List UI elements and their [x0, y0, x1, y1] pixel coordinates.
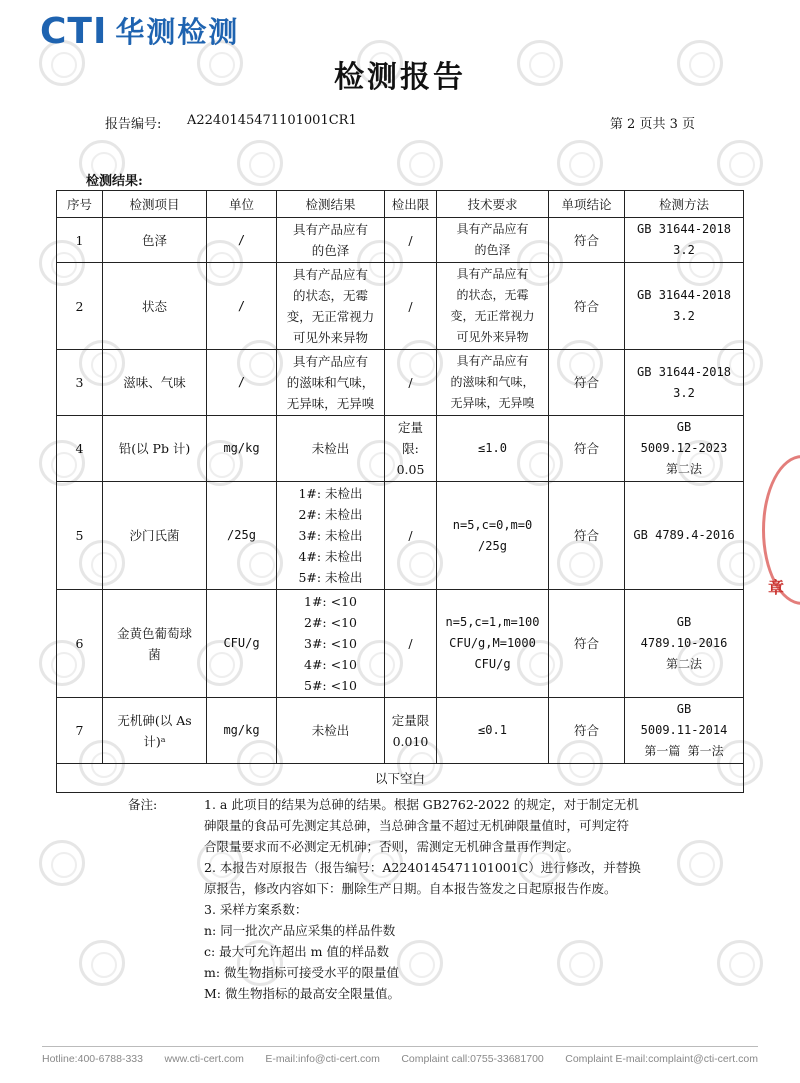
cell-line: 的滋味和气味，: [450, 375, 535, 389]
cell-line: GB: [676, 702, 692, 716]
cell-no: 1: [57, 218, 103, 263]
cell-line: 可见外来异物: [456, 330, 529, 344]
cell-line: 5#: 未检出: [298, 570, 363, 585]
cell-line: /: [408, 528, 413, 543]
cell-unit: /: [207, 263, 277, 350]
cell-line: 1#: <10: [304, 594, 357, 609]
cell-limit: [385, 263, 437, 350]
cell-method: [625, 590, 744, 698]
cell-line: 3.2: [673, 385, 695, 400]
cell-line: 变，无正常视力: [286, 309, 375, 324]
cell-line: 具有产品应有: [456, 354, 529, 368]
cell-line: 的滋味和气味，: [286, 375, 375, 390]
cell-line: 无机砷(以 As: [117, 712, 192, 728]
remark-line: 原报告，修改内容如下：删除生产日期。自本报告签发之日起原报告作废。: [204, 881, 617, 896]
cell-limit: [385, 218, 437, 263]
table-row: [57, 416, 744, 482]
cell-line: 0.010: [392, 733, 429, 749]
cell-no: 2: [57, 263, 103, 350]
column-header: 检出限: [385, 191, 437, 218]
cell-result: [277, 482, 385, 590]
cell-line: 0.05: [396, 462, 425, 477]
cell-no: 4: [57, 416, 103, 482]
cell-limit: [385, 698, 437, 764]
cell-line: CFU/g,M=1000: [449, 636, 536, 650]
cell-conclusion: 符合: [549, 263, 625, 350]
cell-unit: /: [207, 218, 277, 263]
footer-divider: [42, 1046, 758, 1047]
company-logo: [40, 11, 240, 52]
footer-website: www.cti-cert.com: [164, 1053, 244, 1065]
cell-line: 具有产品应有: [456, 222, 529, 236]
remark-line: M: 微生物指标的最高安全限量值。: [204, 986, 400, 1001]
cell-result: [277, 350, 385, 416]
cell-method: [625, 350, 744, 416]
cell-line: GB: [676, 615, 692, 629]
report-number-label: 报告编号:: [105, 117, 162, 132]
cell-limit: [385, 350, 437, 416]
cell-method: [625, 482, 744, 590]
results-label: 检测结果:: [86, 174, 143, 189]
column-header: 检测项目: [103, 191, 207, 218]
table-header-row: [57, 191, 744, 218]
column-header: 检测结果: [277, 191, 385, 218]
cell-result: [277, 263, 385, 350]
footer-hotline: Hotline:400-6788-333: [42, 1053, 143, 1065]
cell-line: 2#: <10: [304, 615, 357, 630]
cell-line: ≤1.0: [478, 441, 507, 455]
cell-line: 具有产品应有: [292, 354, 368, 369]
cell-line: 变，无正常视力: [450, 309, 535, 323]
cell-conclusion: 符合: [549, 590, 625, 698]
cell-line: ≤0.1: [478, 723, 507, 737]
cell-line: /: [408, 375, 413, 390]
cell-requirement: [437, 698, 549, 764]
cell-conclusion: 符合: [549, 350, 625, 416]
cell-result: [277, 218, 385, 263]
cell-line: 的状态，无霉: [292, 288, 368, 303]
footer-email: E-mail:info@cti-cert.com: [265, 1053, 380, 1065]
cell-result: [277, 698, 385, 764]
cell-line: /25g: [478, 538, 507, 553]
column-header: 技术要求: [437, 191, 549, 218]
seal-stamp-char: 章: [768, 578, 785, 597]
cell-line: 铅(以 Pb 计): [118, 441, 191, 456]
cell-line: 1#: 未检出: [298, 486, 363, 501]
table-row: [57, 482, 744, 590]
remark-line: n: 同一批次产品应采集的样品件数: [204, 923, 396, 938]
cell-unit: mg/kg: [207, 416, 277, 482]
cell-requirement: [437, 218, 549, 263]
cell-line: 5009.11-2014: [640, 723, 728, 737]
remark-line: 1. a 此项目的结果为总砷的结果。根据 GB2762-2022 的规定，对于制定无机: [204, 797, 639, 812]
cell-unit: /: [207, 350, 277, 416]
cell-line: 第二法: [665, 462, 702, 476]
cell-line: 限:: [402, 441, 419, 456]
cell-line: 3.2: [673, 243, 695, 257]
cell-line: 沙门氏菌: [129, 528, 180, 543]
remark-line: 2. 本报告对原报告（报告编号：A2240145471101001C）进行修改，并替换: [204, 860, 641, 875]
cell-requirement: [437, 416, 549, 482]
table-row: [57, 218, 744, 263]
cell-line: n=5,c=1,m=100: [445, 615, 540, 629]
cell-no: 3: [57, 350, 103, 416]
cell-limit: [385, 590, 437, 698]
cell-requirement: [437, 482, 549, 590]
blank-row: [57, 764, 744, 793]
cell-line: 的色泽: [311, 243, 350, 258]
cell-line: 具有产品应有: [292, 267, 368, 282]
cell-line: 4#: 未检出: [298, 549, 363, 564]
cell-conclusion: 符合: [549, 482, 625, 590]
cell-result: [277, 416, 385, 482]
cell-item: [103, 698, 207, 764]
cell-unit: /25g: [207, 482, 277, 590]
cell-item: [103, 263, 207, 350]
cell-conclusion: 符合: [549, 698, 625, 764]
remark-line: 3. 采样方案系数：: [204, 902, 308, 917]
cell-line: 定量: [397, 420, 423, 435]
cell-item: [103, 590, 207, 698]
remarks-body: [204, 794, 704, 1004]
cell-line: GB 31644-2018: [637, 288, 731, 302]
cell-method: [625, 698, 744, 764]
remarks-label: 备注:: [128, 797, 158, 812]
cell-line: 的状态，无霉: [456, 288, 529, 302]
table-row: [57, 263, 744, 350]
cell-item: [103, 218, 207, 263]
cell-line: 未检出: [311, 723, 350, 738]
cell-line: GB 31644-2018: [637, 222, 731, 236]
footer-complaint-call: Complaint call:0755-33681700: [401, 1053, 544, 1065]
cell-item: [103, 482, 207, 590]
cell-unit: mg/kg: [207, 698, 277, 764]
cell-line: /: [408, 636, 413, 651]
remark-line: 合限量要求而不必测定无机砷；否则，需测定无机砷含量再作判定。: [204, 839, 580, 854]
cell-line: 第一篇 第一法: [644, 744, 724, 758]
cell-no: 6: [57, 590, 103, 698]
logo-latin-text: CTI: [40, 11, 108, 52]
cell-unit: CFU/g: [207, 590, 277, 698]
cell-line: 计)ᵃ: [143, 733, 166, 749]
cell-line: 2#: 未检出: [298, 507, 363, 522]
column-header: 单位: [207, 191, 277, 218]
page-title: 检测报告: [334, 60, 466, 95]
cell-line: 无异味，无异嗅: [286, 396, 375, 411]
report-meta: [105, 113, 695, 132]
cell-line: 状态: [141, 298, 167, 314]
footer-complaint-email: Complaint E-mail:complaint@cti-cert.com: [565, 1053, 758, 1065]
cell-line: 5#: <10: [304, 678, 357, 693]
cell-line: GB 31644-2018: [637, 364, 731, 379]
cell-line: 3#: 未检出: [298, 528, 363, 543]
blank-note: 以下空白: [57, 764, 744, 793]
cell-result: [277, 590, 385, 698]
cell-no: 7: [57, 698, 103, 764]
cell-line: 滋味、气味: [123, 375, 186, 390]
cell-line: 第二法: [665, 657, 702, 671]
column-header: 单项结论: [549, 191, 625, 218]
cell-line: 5009.12-2023: [640, 441, 728, 455]
logo-chinese-text: 华测检测: [115, 14, 240, 49]
cell-method: [625, 416, 744, 482]
cell-method: [625, 263, 744, 350]
cell-line: 具有产品应有: [456, 267, 529, 281]
cell-line: /: [408, 232, 413, 248]
cell-method: [625, 218, 744, 263]
remark-line: m: 微生物指标可接受水平的限量值: [204, 965, 400, 980]
cell-limit: [385, 482, 437, 590]
cell-limit: [385, 416, 437, 482]
cell-line: GB: [676, 420, 692, 434]
cell-line: 未检出: [311, 441, 350, 456]
remark-line: c: 最大可允许超出 m 值的样品数: [204, 944, 389, 959]
cell-line: 具有产品应有: [292, 222, 368, 237]
cell-conclusion: 符合: [549, 218, 625, 263]
cell-no: 5: [57, 482, 103, 590]
cell-line: 定量限: [391, 712, 430, 728]
footer: [42, 1053, 758, 1065]
table-row: [57, 590, 744, 698]
cell-line: 3.2: [673, 309, 695, 323]
cell-line: n=5,c=0,m=0: [452, 517, 533, 532]
cell-line: 无异味，无异嗅: [450, 396, 535, 410]
table-row: [57, 698, 744, 764]
cell-line: 金黄色葡萄球: [116, 625, 192, 641]
cell-line: CFU/g: [474, 657, 511, 671]
report-number: A2240145471101001CR1: [187, 113, 357, 128]
column-header: 检测方法: [625, 191, 744, 218]
cell-line: /: [408, 298, 413, 314]
cell-requirement: [437, 350, 549, 416]
cell-item: [103, 350, 207, 416]
cell-line: 色泽: [141, 232, 167, 248]
results-table: [56, 190, 744, 793]
cell-requirement: [437, 263, 549, 350]
page-info: 第 2 页共 3 页: [609, 117, 695, 132]
cell-line: 可见外来异物: [292, 330, 368, 345]
column-header: 序号: [57, 191, 103, 218]
cell-line: 4789.10-2016: [640, 636, 728, 650]
cell-conclusion: 符合: [549, 416, 625, 482]
cell-line: 3#: <10: [304, 636, 357, 651]
cell-line: 4#: <10: [304, 657, 357, 672]
cell-requirement: [437, 590, 549, 698]
cell-line: 的色泽: [474, 243, 511, 257]
table-row: [57, 350, 744, 416]
remark-line: 砷限量的食品可先测定其总砷，当总砷含量不超过无机砷限量值时，可判定符: [204, 818, 630, 833]
cell-item: [103, 416, 207, 482]
cell-line: GB 4789.4-2016: [633, 528, 735, 542]
cell-line: 菌: [148, 646, 161, 662]
